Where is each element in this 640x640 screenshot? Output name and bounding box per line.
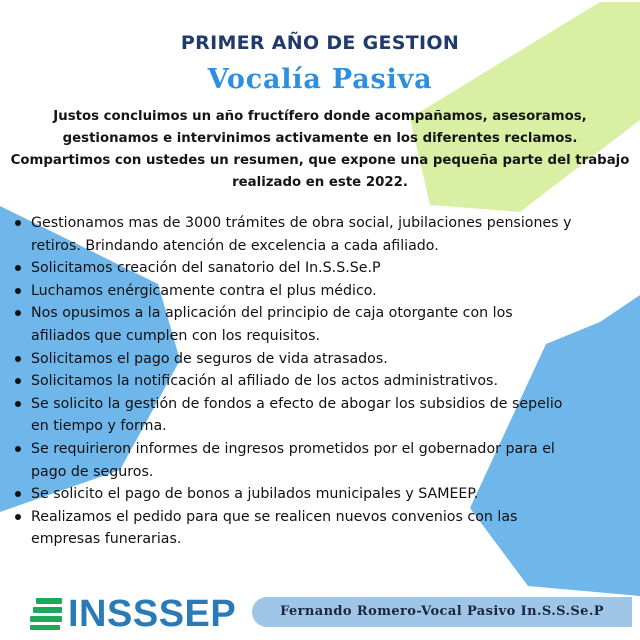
list-item: Luchamos enérgicamente contra el plus médico. — [12, 280, 630, 303]
logo-stripes-icon — [30, 598, 64, 630]
intro-line: Justos concluimos un año fructífero donde acompañamos, asesoramos, — [53, 109, 587, 124]
page-title: PRIMER AÑO DE GESTION — [180, 32, 460, 54]
list-item: Se solicito el pago de bonos a jubilados municipales y SAMEEP. — [12, 483, 630, 506]
intro-line: Compartimos con ustedes un resumen, que expone una pequeña parte del trabajo — [10, 153, 630, 168]
list-item: Se solicito la gestión de fondos a efecto de abogar los subsidios de sepelio en tiempo y forma. — [12, 393, 630, 438]
signature-banner: Fernando Romero-Vocal Pasivo In.S.S.Se.P — [252, 597, 632, 627]
list-item: Solicitamos el pago de seguros de vida atrasados. — [12, 348, 630, 371]
intro-line: gestionamos e intervinimos activamente en los diferentes reclamos. — [62, 131, 578, 146]
intro-paragraph — [6, 106, 634, 194]
list-item: Realizamos el pedido para que se realicen nuevos convenios con las empresas funerarias. — [12, 506, 630, 551]
page-subtitle: Vocalía Pasiva — [207, 64, 433, 95]
list-item: Solicitamos la notificación al afiliado de los actos administrativos. — [12, 370, 630, 393]
list-item: Gestionamos mas de 3000 trámites de obra social, jubilaciones pensiones y retiros. Brindando atención de excelencia a cada afiliado. — [12, 212, 630, 257]
achievements-list — [12, 212, 630, 551]
logo-text: INSSSEP — [68, 593, 237, 635]
list-item: Solicitamos creación del sanatorio del In.S.S.Se.P — [12, 257, 630, 280]
list-item: Nos opusimos a la aplicación del principio de caja otorgante con los afiliados que cumplen con los requisitos. — [12, 302, 630, 347]
insssep-logo — [30, 594, 250, 634]
list-item: Se requirieron informes de ingresos prometidos por el gobernador para el pago de seguros. — [12, 438, 630, 483]
intro-line: realizado en este 2022. — [232, 175, 408, 190]
